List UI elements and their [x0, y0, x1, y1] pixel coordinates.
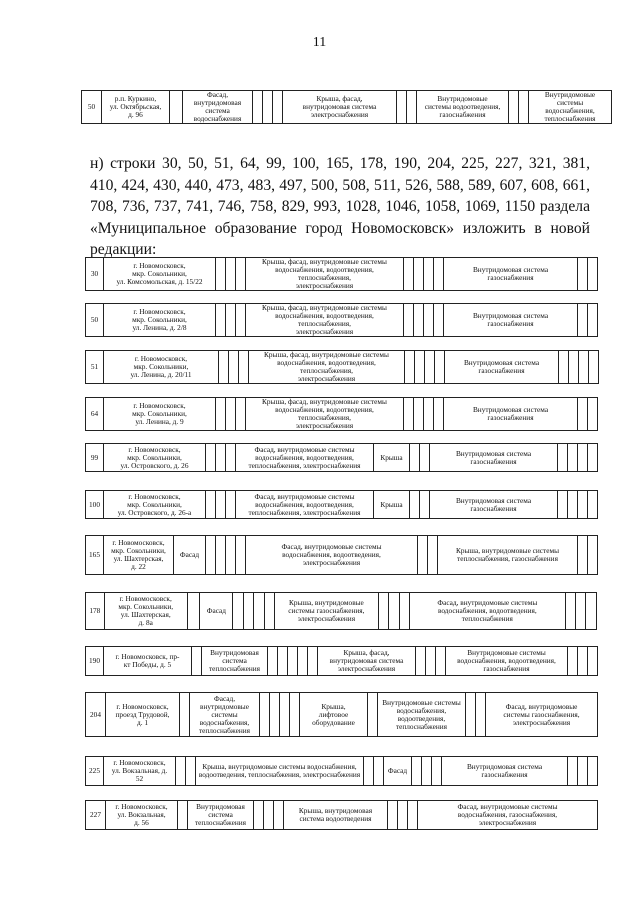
empty-cell [239, 351, 249, 384]
empty-cell [176, 757, 186, 786]
work-cell: Внутридомовая система газоснабжения [430, 444, 558, 472]
row-number: 64 [86, 398, 104, 431]
work-cell: Внутридомовая система газоснабжения [444, 258, 578, 291]
work-cell: Крыша, фасад, внутридомовые системы водоснабжения, водоотведения, теплоснабжения, электроснабжения [249, 351, 405, 384]
empty-cell [290, 693, 300, 737]
row-number: 50 [82, 91, 102, 124]
empty-cell [243, 593, 253, 630]
paragraph-line: 410, 424, 430, 440, 473, 483, 497, 500, 508, 511, 526, 588, 589, 607, 608, 661, [90, 176, 590, 194]
empty-cell [264, 593, 274, 630]
work-cell: Крыша, фасад, внутридомовые системы водоснабжения, водоотведения, теплоснабжения, электроснабжения [246, 304, 404, 337]
work-cell: Фасад, внутридомовые системы газоснабжения, электроснабжения [486, 693, 598, 737]
empty-cell [364, 757, 374, 786]
work-cell: Крыша [374, 491, 410, 519]
empty-cell [434, 304, 444, 337]
empty-cell [410, 444, 420, 472]
empty-cell [264, 801, 274, 830]
work-cell: Фасад, внутридомовые системы водоснабжения, газоснабжения, электроснабжения [418, 801, 598, 830]
empty-cell [558, 491, 568, 519]
empty-cell [216, 304, 226, 337]
empty-cell [578, 647, 588, 676]
table-row [85, 692, 598, 737]
empty-cell [263, 91, 273, 124]
empty-cell [588, 398, 598, 431]
empty-cell [424, 258, 434, 291]
work-cell: Фасад, внутридомовые системы водоснабжения, водоотведения, теплоснабжения, электроснабжения [236, 491, 374, 519]
empty-cell [374, 757, 384, 786]
empty-cell [568, 444, 578, 472]
row-number: 30 [86, 258, 104, 291]
empty-cell [236, 398, 246, 431]
address-cell: г. Новомосковск, мкр. Сокольники, ул. Островского, д. 26-а [104, 491, 206, 519]
empty-cell [260, 693, 270, 737]
work-cell: Фасад, внутридомовые системы водоснабжения, водоотведения, теплоснабжения, электроснабжения [236, 444, 374, 472]
empty-cell [219, 351, 229, 384]
empty-cell [404, 304, 414, 337]
work-cell: Внутридомовая система газоснабжения [442, 757, 568, 786]
work-cell: Крыша, внутридомовые системы теплоснабжения, газоснабжения [438, 536, 578, 575]
empty-cell [578, 304, 588, 337]
address-cell: г. Новомосковск, пр- кт Победы, д. 5 [104, 647, 192, 676]
empty-cell [216, 536, 226, 575]
work-cell: Внутридомовая система газоснабжения [444, 398, 578, 431]
empty-cell [398, 801, 408, 830]
work-cell: Крыша, лифтовое оборудование [300, 693, 368, 737]
empty-cell [578, 491, 588, 519]
empty-cell [404, 258, 414, 291]
empty-cell [436, 647, 446, 676]
empty-cell [226, 444, 236, 472]
empty-cell [569, 351, 579, 384]
empty-cell [568, 647, 578, 676]
row-number: 227 [86, 801, 106, 830]
empty-cell [410, 491, 420, 519]
address-cell: г. Новомосковск, мкр. Сокольники, ул. Ленина, д. 2/8 [104, 304, 216, 337]
address-cell: р.п. Куркино, ул. Октябрьская, д. 96 [102, 91, 170, 124]
table-row [85, 257, 598, 291]
row-number: 190 [86, 647, 104, 676]
empty-cell [216, 398, 226, 431]
empty-cell [270, 693, 280, 737]
address-cell: г. Новомосковск, мкр. Сокольники, ул. Ленина, д. 20/11 [104, 351, 219, 384]
empty-cell [378, 593, 388, 630]
work-cell: Крыша, внутридомовые системы газоснабжения, электроснабжения [274, 593, 378, 630]
empty-cell [192, 647, 202, 676]
empty-cell [420, 444, 430, 472]
empty-cell [206, 444, 216, 472]
address-cell: г. Новомосковск, проезд Трудовой, д. 1 [106, 693, 180, 737]
empty-cell [588, 258, 598, 291]
table-row [81, 90, 612, 124]
empty-cell [519, 91, 529, 124]
empty-cell [226, 304, 236, 337]
work-cell: Крыша, фасад, внутридомовая система электроснабжения [318, 647, 416, 676]
paragraph-line: 708, 736, 737, 741, 746, 758, 829, 993, 1028, 1046, 1058, 1069, 1150 раздела [90, 198, 590, 215]
empty-cell [273, 91, 283, 124]
empty-cell [588, 757, 598, 786]
empty-cell [412, 757, 422, 786]
empty-cell [578, 757, 588, 786]
empty-cell [254, 593, 264, 630]
empty-cell [416, 647, 426, 676]
empty-cell [424, 304, 434, 337]
address-cell: г. Новомосковск, мкр. Сокольники, ул. Шахтерская, д. 22 [104, 536, 174, 575]
work-cell: Фасад [174, 536, 206, 575]
empty-cell [568, 757, 578, 786]
empty-cell [425, 351, 435, 384]
empty-cell [579, 351, 589, 384]
empty-cell [389, 593, 399, 630]
empty-cell [424, 398, 434, 431]
empty-cell [404, 398, 414, 431]
empty-cell [233, 593, 243, 630]
empty-cell [236, 536, 246, 575]
empty-cell [476, 693, 486, 737]
row-number: 165 [86, 536, 104, 575]
empty-cell [588, 647, 598, 676]
work-cell: Фасад, внутридомовые системы водоснабжения, водоотведения, теплоснабжения [409, 593, 565, 630]
table-row [85, 490, 598, 519]
empty-cell [278, 647, 288, 676]
empty-cell [428, 536, 438, 575]
table-row [85, 397, 598, 431]
address-cell: г. Новомосковск, ул. Вокзальная, д. 56 [106, 801, 178, 830]
work-cell: Внутридомовые системы водоснабжения, водоотведения, теплоснабжения [378, 693, 466, 737]
empty-cell [226, 536, 236, 575]
empty-cell [308, 647, 318, 676]
work-cell: Крыша, фасад, внутридомовые системы водоснабжения, водоотведения, теплоснабжения, электроснабжения [246, 398, 404, 431]
empty-cell [206, 491, 216, 519]
empty-cell [216, 444, 226, 472]
row-number: 100 [86, 491, 104, 519]
row-number: 50 [86, 304, 104, 337]
empty-cell [414, 258, 424, 291]
paragraph-line: «Муниципальное образование город Новомосковск» изложить в новой [90, 219, 590, 237]
empty-cell [565, 593, 575, 630]
empty-cell [186, 757, 196, 786]
work-cell: Внутридомовая система теплоснабжения [202, 647, 268, 676]
empty-cell [274, 801, 284, 830]
empty-cell [588, 536, 598, 575]
empty-cell [206, 536, 216, 575]
empty-cell [254, 801, 264, 830]
empty-cell [578, 444, 588, 472]
work-cell: Внутридомовая система газоснабжения [445, 351, 559, 384]
work-cell: Внутридомовая система газоснабжения [444, 304, 578, 337]
empty-cell [229, 351, 239, 384]
empty-cell [586, 593, 597, 630]
empty-cell [178, 801, 188, 830]
work-cell: Фасад, внутридомовые системы водоснабжения, теплоснабжения [190, 693, 260, 737]
work-cell: Внутридомовые системы водоснабжения, теплоснабжения [529, 91, 612, 124]
empty-cell [578, 258, 588, 291]
empty-cell [426, 647, 436, 676]
address-cell: г. Новомосковск, мкр. Сокольники, ул. Ленина, д. 9 [104, 398, 216, 431]
empty-cell [298, 647, 308, 676]
empty-cell [187, 593, 199, 630]
work-cell: Фасад [200, 593, 233, 630]
work-cell: Крыша, внутридомовая система водоотведения [284, 801, 388, 830]
table-row [85, 592, 597, 630]
empty-cell [216, 258, 226, 291]
empty-cell [388, 801, 398, 830]
empty-cell [432, 757, 442, 786]
row-number: 99 [86, 444, 104, 472]
empty-cell [435, 351, 445, 384]
empty-cell [226, 398, 236, 431]
empty-cell [466, 693, 476, 737]
empty-cell [253, 91, 263, 124]
work-cell: Внутридомовая система газоснабжения [430, 491, 558, 519]
empty-cell [559, 351, 569, 384]
table-row [85, 443, 598, 472]
empty-cell [280, 693, 290, 737]
empty-cell [226, 491, 236, 519]
empty-cell [422, 757, 432, 786]
row-number: 178 [86, 593, 105, 630]
empty-cell [407, 91, 417, 124]
address-cell: г. Новомосковск, мкр. Сокольники, ул. Островского, д. 26 [104, 444, 206, 472]
empty-cell [415, 351, 425, 384]
address-cell: г. Новомосковск, мкр. Сокольники, ул. Шахтерская, д. 8а [104, 593, 187, 630]
empty-cell [420, 491, 430, 519]
empty-cell [576, 593, 586, 630]
empty-cell [578, 536, 588, 575]
address-cell: г. Новомосковск, ул. Вокзальная, д. 52 [104, 757, 176, 786]
empty-cell [236, 258, 246, 291]
table-row [85, 303, 598, 337]
empty-cell [589, 351, 599, 384]
work-cell: Крыша, внутридомовые системы водоснабжения, водоотведения, теплоснабжения, электроснабжения [196, 757, 364, 786]
work-cell: Внутридомовые системы водоснабжения, водоотведения, газоснабжения [446, 647, 568, 676]
empty-cell [558, 444, 568, 472]
work-cell: Крыша [374, 444, 410, 472]
work-cell: Внутридомовая система теплоснабжения [188, 801, 254, 830]
empty-cell [434, 258, 444, 291]
amendment-paragraph [90, 153, 590, 261]
empty-cell [397, 91, 407, 124]
empty-cell [414, 304, 424, 337]
empty-cell [509, 91, 519, 124]
empty-cell [588, 304, 598, 337]
empty-cell [180, 693, 190, 737]
empty-cell [170, 91, 183, 124]
table-row [85, 756, 598, 786]
empty-cell [405, 351, 415, 384]
empty-cell [418, 536, 428, 575]
empty-cell [434, 398, 444, 431]
table-row [85, 350, 599, 384]
empty-cell [368, 693, 378, 737]
work-cell: Фасад, внутридомовая система водоснабжения [183, 91, 253, 124]
page-number: 11 [312, 35, 327, 50]
paragraph-line: н) строки 30, 50, 51, 64, 99, 100, 165, 178, 190, 204, 225, 227, 321, 381, [90, 155, 590, 172]
row-number: 204 [86, 693, 106, 737]
empty-cell [216, 491, 226, 519]
table-row [85, 800, 598, 830]
empty-cell [268, 647, 278, 676]
row-number: 51 [86, 351, 104, 384]
address-cell: г. Новомосковск, мкр. Сокольники, ул. Комсомольская, д. 15/22 [104, 258, 216, 291]
work-cell: Фасад, внутридомовые системы водоснабжения, водоотведения, электроснабжения [246, 536, 418, 575]
paragraph-line: редакции: [90, 241, 157, 258]
work-cell: Внутридомовые системы водоотведения, газоснабжения [417, 91, 509, 124]
table-row [85, 646, 598, 676]
work-cell: Крыша, фасад, внутридомовая система электроснабжения [283, 91, 397, 124]
empty-cell [408, 801, 418, 830]
table-row [85, 535, 598, 575]
empty-cell [399, 593, 409, 630]
empty-cell [578, 398, 588, 431]
empty-cell [568, 491, 578, 519]
row-number: 225 [86, 757, 104, 786]
empty-cell [236, 304, 246, 337]
empty-cell [588, 444, 598, 472]
empty-cell [288, 647, 298, 676]
work-cell: Фасад [384, 757, 412, 786]
empty-cell [226, 258, 236, 291]
empty-cell [588, 491, 598, 519]
empty-cell [414, 398, 424, 431]
work-cell: Крыша, фасад, внутридомовые системы водоснабжения, водоотведения, теплоснабжения, электроснабжения [246, 258, 404, 291]
